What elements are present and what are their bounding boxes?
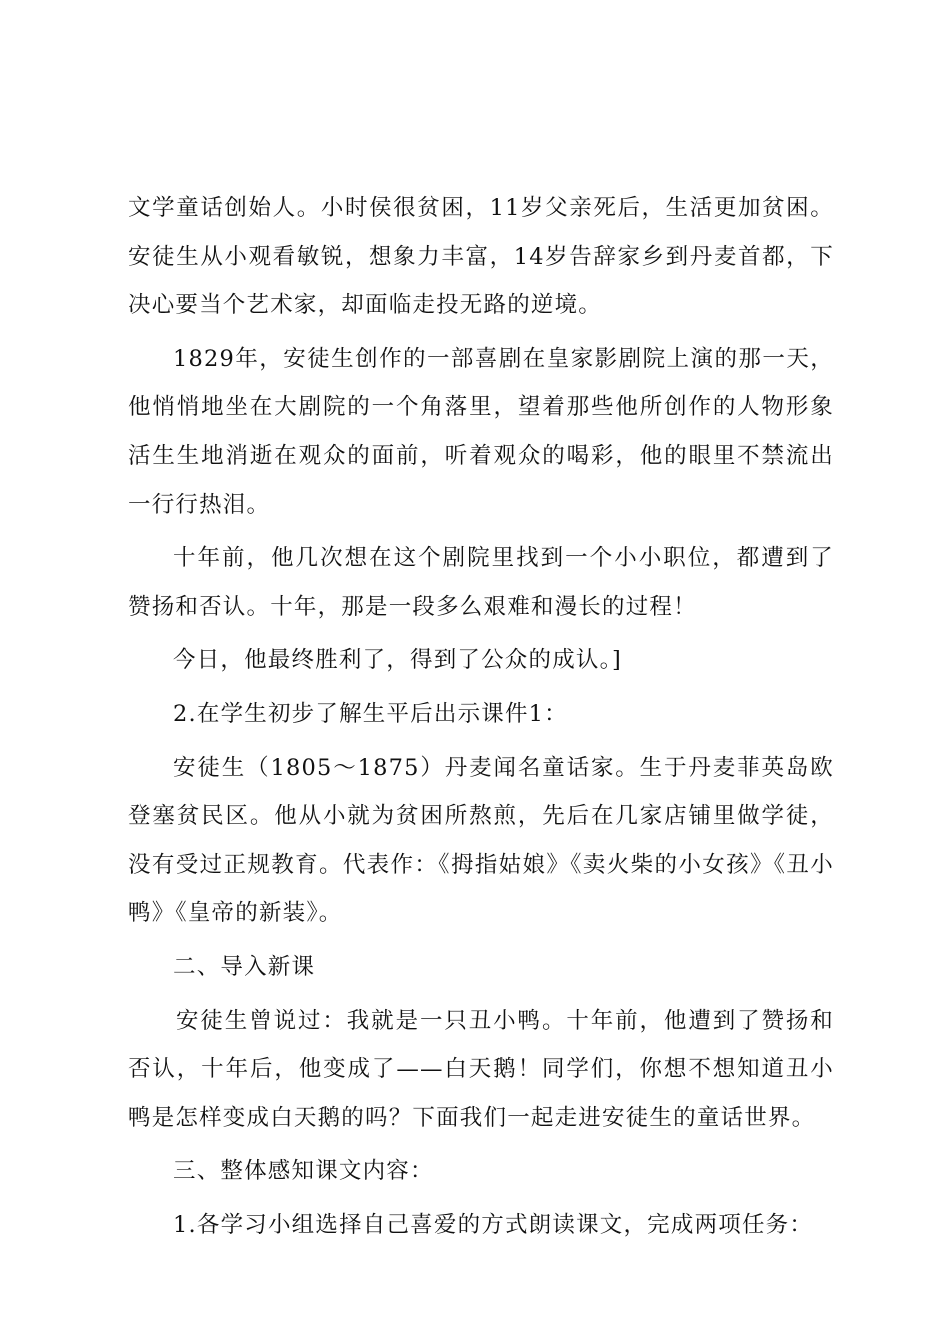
paragraph-andersen-bio: 安徒生（1805～1875）丹麦闻名童话家。生于丹麦菲英岛欧登塞贫民区。他从小就为贫困所熬煎，先后在几家店铺里做学徒，没有受过正规教育。代表作：《拇指姑娘》《卖火柴的小女孩》《丑小鸭》《皇帝的新装》。	[128, 754, 834, 927]
section-heading-introduction: 二、导入新课	[173, 953, 316, 980]
paragraph-today-victory: 今日，他最终胜利了，得到了公众的成认。]	[173, 647, 623, 674]
paragraph-courseware-1: 2.在学生初步了解生平后出示课件1：	[173, 700, 568, 727]
section-heading-overall-perception: 三、整体感知课文内容：	[173, 1158, 434, 1185]
paragraph-ugly-duckling-quote: 安徒生曾说过：我就是一只丑小鸭。十年前，他遭到了赞扬和否认，十年后，他变成了——白天鹅！同学们，你想不想知道丑小鸭是怎样变成白天鹅的吗？下面我们一起走进安徒生的童话世界。	[128, 1007, 834, 1131]
document-body	[128, 184, 834, 1254]
paragraph-andersen-childhood: 文学童话创始人。小时侯很贫困，11岁父亲死后，生活更加贫困。安徒生从小观看敏锐，想象力丰富，14岁告辞家乡到丹麦首都，下决心要当个艺术家，却面临走投无路的逆境。	[128, 195, 834, 319]
paragraph-group-reading-task: 1.各学习小组选择自己喜爱的方式朗读课文，完成两项任务：	[173, 1211, 814, 1238]
paragraph-1829-premiere: 1829年，安徒生创作的一部喜剧在皇家影剧院上演的那一天，他悄悄地坐在大剧院的一个角落里，望着那些他所创作的人物形象活生生地消逝在观众的面前，听着观众的喝彩，他的眼里不禁流出一行行热泪。	[128, 345, 834, 518]
paragraph-ten-years-ago: 十年前，他几次想在这个剧院里找到一个小小职位，都遭到了赞扬和否认。十年，那是一段多么艰难和漫长的过程！	[128, 545, 834, 620]
